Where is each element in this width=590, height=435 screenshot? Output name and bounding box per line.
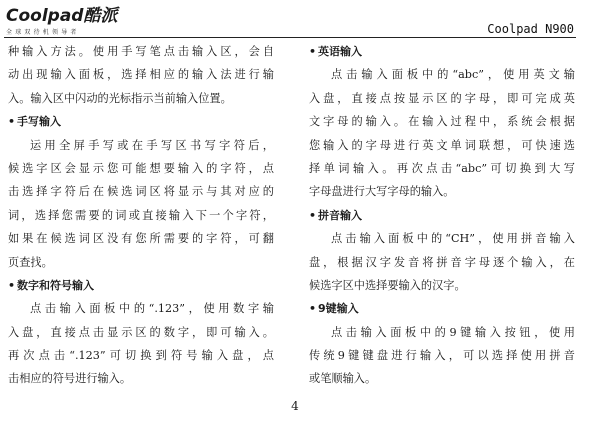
section-title: 数字和符号输入 — [17, 278, 95, 292]
section-heading-handwriting — [8, 110, 274, 133]
bullet-icon: • — [8, 278, 16, 292]
bullet-icon: • — [309, 45, 317, 58]
paragraph-line: 传统9键键盘进行输入，可以选择使用拼音 — [309, 349, 575, 363]
bullet-icon: • — [309, 208, 317, 222]
left-column — [8, 40, 274, 391]
paragraph-line: 入。输入区中闪动的光标指示当前输入位置。 — [8, 91, 232, 105]
paragraph-line: 种输入方法。使用手写笔点击输入区，会自 — [8, 45, 274, 58]
right-column — [309, 40, 575, 391]
paragraph-line: 盘，根据汉字发音将拼音字母逐个输入，在 — [309, 255, 575, 269]
paragraph-line: 击相应的符号进行输入。 — [8, 372, 132, 386]
paragraph-line: 词，选择您需要的词或直接输入下一个字符， — [8, 208, 274, 222]
paragraph-line: 点击输入面板中的“.123”，使用数字输 — [30, 302, 274, 316]
paragraph-line: 动出现输入面板，选择相应的输入法进行输 — [8, 68, 274, 82]
paragraph-line: 如果在候选词区没有您所需要的字符，可翻 — [8, 232, 274, 246]
section-title: 9键输入 — [318, 302, 359, 316]
page-number: 4 — [291, 399, 299, 413]
paragraph-line: 文字母的输入。在输入过程中，系统会根据 — [309, 115, 575, 129]
section-heading-9-key — [309, 297, 575, 320]
header-rule — [4, 37, 576, 38]
page-header — [0, 0, 590, 40]
section-title: 英语输入 — [318, 45, 363, 58]
paragraph-line: 点击输入面板中的“CH”，使用拼音输入 — [331, 232, 575, 246]
paragraph-line: 或笔顺输入。 — [309, 372, 377, 386]
paragraph-line: 入盘，直接点击显示区的数字，即可输入。 — [8, 325, 274, 339]
paragraph-line: 点击输入面板中的9键输入按钮，使用 — [331, 325, 575, 339]
model-name: Coolpad N900 — [487, 22, 574, 36]
paragraph-line: 页查找。 — [8, 255, 53, 269]
paragraph-line: 您输入的字母进行英文单词联想，可快速选 — [309, 138, 575, 152]
section-title: 手写输入 — [17, 115, 62, 129]
paragraph-line: 候选字区会显示您可能想要输入的字符，点 — [8, 161, 274, 175]
coolpad-logo — [6, 8, 117, 36]
brand-name: Coolpad酷派 — [6, 6, 118, 26]
paragraph-line: 入盘，直接点按显示区的字母，即可完成英 — [309, 91, 575, 105]
section-heading-pinyin — [309, 204, 575, 227]
section-title: 拼音输入 — [318, 208, 363, 222]
paragraph-line: 击选择字符后在候选词区将显示与其对应的 — [8, 185, 274, 199]
paragraph-line: 字母盘进行大写字母的输入。 — [309, 185, 455, 199]
paragraph-line: 再次点击“.123”可切换到符号输入盘，点 — [8, 349, 274, 363]
section-heading-numbers-symbols — [8, 274, 274, 297]
paragraph-line: 候选字区中选择要输入的汉字。 — [309, 278, 466, 292]
brand-tagline: 全球双待机领导者 — [6, 29, 80, 36]
paragraph-line: 择单词输入。再次点击“abc”可切换到大写 — [309, 161, 575, 175]
paragraph-line: 运用全屏手写或在手写区书写字符后， — [30, 138, 274, 152]
paragraph-line: 点击输入面板中的“abc”，使用英文输 — [331, 68, 575, 82]
bullet-icon: • — [8, 115, 16, 129]
section-heading-english — [309, 40, 575, 63]
bullet-icon: • — [309, 302, 317, 316]
